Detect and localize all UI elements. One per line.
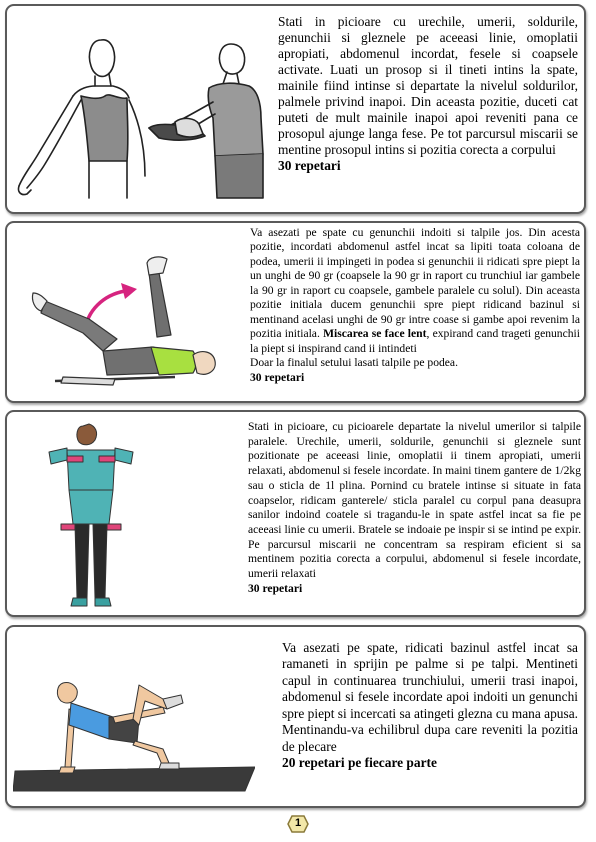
exercise-2-emphasis: Miscarea se face lent [323, 327, 427, 341]
exercise-2-note: Doar la finalul setului lasati talpile pe podea. [250, 356, 458, 370]
exercise-2-description-a: Va asezati pe spate cu genunchii indoiti si talpile jos. Din acesta pozitie, incordati abdomenul astfel incat sa lipiti toata coloana de podea, umerii ii impingeti in podea si genunchii ii ridicati spre piept la un unghi de 90 gr (coapsele la 90 gr in raport cu trunchiul iar gambele la 90 gr in raport cu coapsele, gambele paralele cu solul). Din aceasta pozitie initiala ducem genunchii spre piept ridicand bazinul si mentinand acelasi unghi de 90 gr intre coase si gambe apoi revenim la pozitia initiala. [250, 226, 580, 341]
exercise-3-description: Stati in picioare, cu picioarele departate la nivelul umerilor si talpile paralele. Urechile, umerii, soldurile, genunchii si gleznele sunt pozitionate pe aceeasi linie, omoplatii ii tinem apropiati, umerii relaxati, abdomenul si fesele incordate. In maini tinem gantere de 1/2kg sau o sticla de 1l plina. Pornind cu bratele intinse si situate in fata coapselor, ridicam ganterele/ sticla paralel cu corpul pana deasupra sanilor indoind coatele si tragandu-le in spate astfel incat sa fie pe aceeasi linie cu umerii. Bratele se indoaie pe inspir si se intind pe expir. Pe parcursul miscarii ne concentram sa respiram eficient si sa mentinem pozitia corecta a corpului, abdomenul si fesele incordate, umerii relaxati [248, 420, 581, 581]
exercise-card-4 [5, 625, 586, 808]
page-number: 1 [294, 817, 302, 829]
crab-toe-touch-illustration [13, 645, 255, 795]
exercise-4-text [282, 640, 578, 772]
exercise-card-2 [5, 221, 586, 403]
exercise-1-description: Stati in picioare cu urechile, umerii, soldurile, genunchii si gleznele pe aceeasi linie, omoplatii apropiati, abdomenul incordat, fesele si coapsele activate. Luati un prosop si il tineti intins la spate, mainile fiind intinse si departate la nivelul soldurilor, palmele privind inapoi. Din aceasta pozitie, duceti cat puteti de mult mainile inapoi apoi reveniti pana ce prosopul ajunge langa fese. Pe tot parcursul miscarii se mentine prosopul intins si pozitia corecta a corpului [278, 14, 578, 157]
exercise-2-text [250, 226, 580, 385]
exercise-card-3 [5, 410, 586, 617]
exercise-4-reps: 20 repetari pe fiecare parte [282, 755, 437, 771]
page-number-badge [287, 815, 309, 833]
exercise-1-reps: 30 repetari [278, 157, 341, 173]
exercise-2-reps: 30 repetari [250, 370, 305, 384]
exercise-3-text [248, 420, 581, 597]
upright-row-illustration [39, 420, 143, 610]
towel-stretch-illustration [9, 26, 273, 201]
exercise-4-description: Va asezati pe spate, ridicati bazinul astfel incat sa ramaneti in sprijin pe palme si pe talpi. Mentineti capul in continuarea trunchiului, umerii trasi inapoi, abdomenul si fesele incordate apoi indoiti un genunchi spre piept si incercati sa atingeti glezna cu mana apusa. Mentinandu-va echilibrul dupa care reveniti la pozitia de plecare [282, 640, 578, 754]
reverse-crunch-illustration [25, 243, 225, 388]
exercise-2-description [250, 226, 580, 356]
exercise-card-1 [5, 4, 586, 214]
exercise-2-description-b: , expirand cand trageti genunchii la piept si inspirand cand ii intindeti [250, 327, 580, 355]
exercise-1-text [278, 14, 578, 174]
exercise-3-reps: 30 repetari [248, 581, 303, 595]
